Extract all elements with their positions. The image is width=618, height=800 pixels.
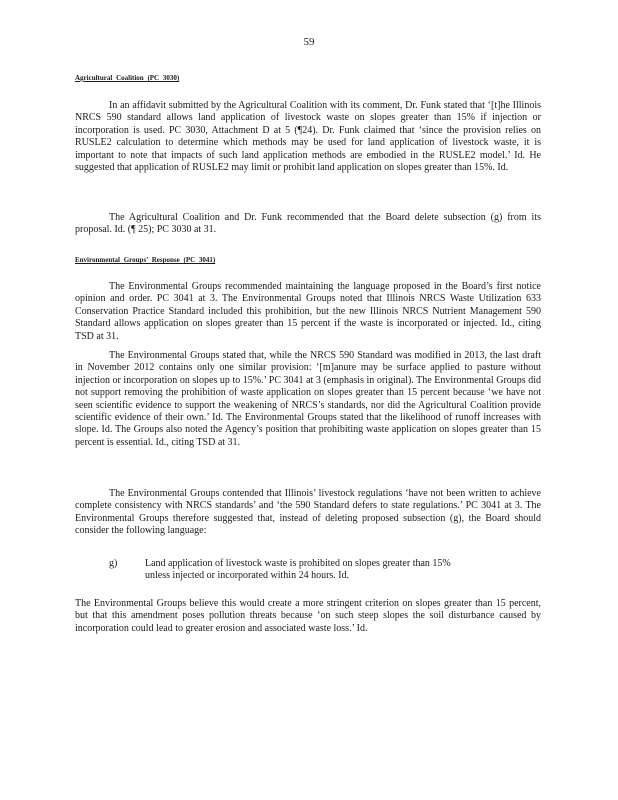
- paragraph-env-contended: The Environmental Groups contended that Illinois’ livestock regulations ‘have not been written to achieve complete consistency with NRCS standards’ and ‘the 590 Standard defers to state regulations.’ PC 3041 at 3. The Environmental Groups therefore suggested that, instead of deleting proposed subsection (g), the Board should consider the following language:: [75, 488, 541, 537]
- paragraph-recommendation: The Agricultural Coalition and Dr. Funk recommended that the Board delete subsection (g) from its proposal. Id. (¶ 25); PC 3030 at 31.: [75, 212, 541, 236]
- list-text: Land application of livestock waste is prohibited on slopes greater than 15% unless injected or incorporated within 24 hours. Id.: [145, 558, 451, 582]
- list-marker: g): [109, 558, 118, 569]
- paragraph-affidavit: In an affidavit submitted by the Agricultural Coalition with its comment, Dr. Funk stated that ‘[t]he Illinois NRCS 590 standard allows land application of livestock waste on slopes greater than 15% if injection or incorporation is used. PC 3030, Attachment D at 5 (¶24). Dr. Funk claimed that ‘since the provision relies on RUSLE2 calculation to determine which methods may be used for land application of livestock waste, it is important to note that impacts of such land application methods are embodied in the RUSLE2 model.’ Id. He suggested that application of RUSLE2 may limit or prohibit land application on slopes greater than 15%. Id.: [75, 100, 541, 174]
- paragraph-env-believe: The Environmental Groups believe this would create a more stringent criterion on slopes greater than 15 percent, but that this amendment poses pollution threats because ‘on such steep slopes the soil disturbance caused by incorporation could lead to greater erosion and associated waste loss.’ Id.: [75, 598, 541, 634]
- paragraph-env-recommended: The Environmental Groups recommended maintaining the language proposed in the Board’s first notice opinion and order. PC 3041 at 3. The Environmental Groups noted that Illinois NRCS Waste Utilization 633 Conservation Practice Standard included this prohibition, but the new Illinois NRCS Nutrient Management 590 Standard allows application on slopes greater than 15 percent if the waste is incorporated or injected. Id., citing TSD at 31.: [75, 281, 541, 342]
- page-number: 59: [303, 36, 315, 48]
- paragraph-env-stated: The Environmental Groups stated that, while the NRCS 590 Standard was modified in 2013, the last draft in November 2012 contains only one similar provision: ‘[m]anure may be surface applied to pasture without injection or incorporation on slopes up to 15%.’ PC 3041 at 3 (emphasis in original). The Environmental Groups did not support removing the prohibition of waste application on slopes greater than 15 percent because ‘we have not seen scientific evidence to support the weakening of NRCS’s standards, nor did the Agricultural Coalition provide scientific evidence of their own.’ Id. The Environmental Groups stated that the likelihood of runoff increases with slope. Id. The Groups also noted the Agency’s position that prohibiting waste application on slopes greater than 15 percent is essential. Id., citing TSD at 31.: [75, 350, 541, 448]
- section-heading-agricultural-coalition: Agricultural Coalition (PC 3030): [75, 74, 180, 82]
- section-heading-environmental-groups: Environmental Groups’ Response (PC 3041): [75, 256, 216, 264]
